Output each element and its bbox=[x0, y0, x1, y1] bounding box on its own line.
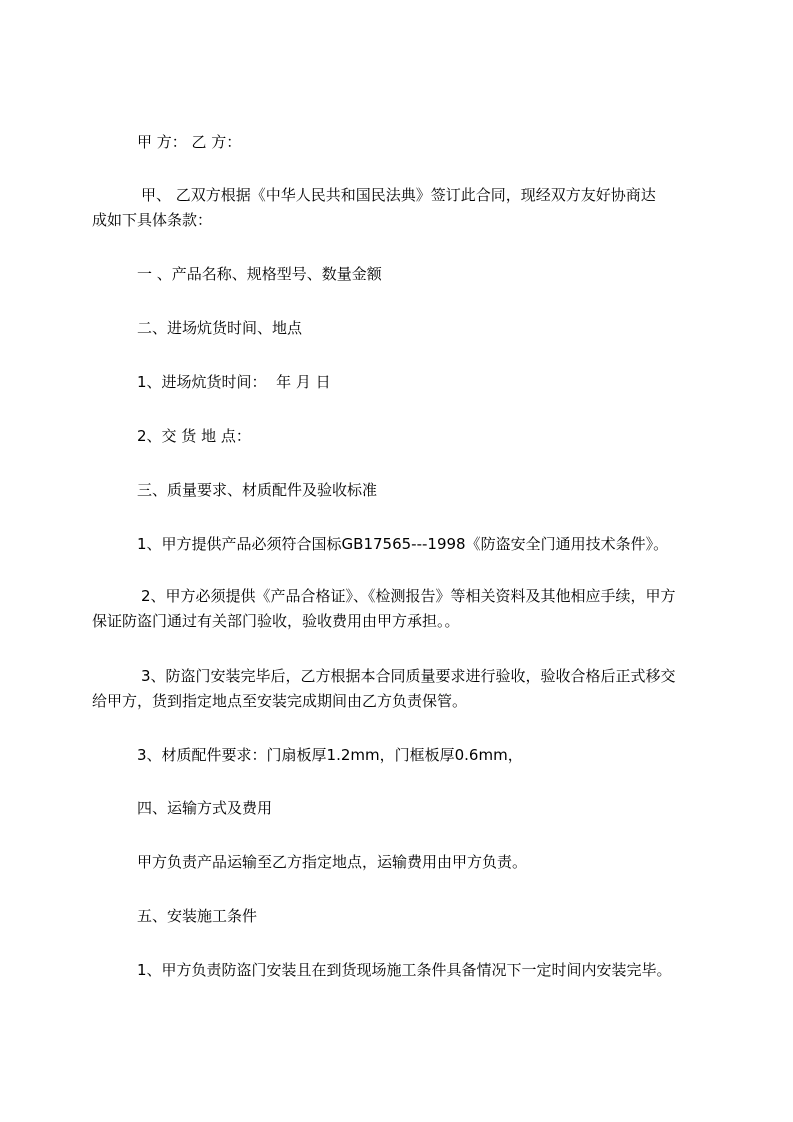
section-3-item-1: 1、甲方提供产品必须符合国标GB17565---1998《防盗安全门通用技术条件》。 bbox=[137, 535, 669, 553]
section-3-item-2-line-1: 2、甲方必须提供《产品合格证》、《检测报告》等相关资料及其他相应手续，甲方 bbox=[141, 587, 676, 605]
section-3-item-3-line-1: 3、防盗门安装完毕后，乙方根据本合同质量要求进行验收，验收合格后正式移交 bbox=[141, 667, 676, 685]
intro-paragraph-line-2: 成如下具体条款： bbox=[92, 211, 213, 229]
section-2-item-2: 2、交 货 地 点： bbox=[137, 427, 251, 445]
section-3-item-2-line-2: 保证防盗门通过有关部门验收，验收费用由甲方承担。。 bbox=[92, 612, 460, 630]
section-5-item-1: 1、甲方负责防盗门安装且在到货现场施工条件具备情况下一定时间内安装完毕。 bbox=[137, 961, 672, 979]
section-1-heading: 一 、产品名称、规格型号、数量金额 bbox=[137, 265, 382, 283]
section-3-heading: 三、质量要求、材质配件及验收标准 bbox=[137, 481, 378, 499]
section-2-item-1: 1、进场炕货时间： 年 月 日 bbox=[137, 373, 331, 391]
section-2-heading: 二、进场炕货时间、地点 bbox=[137, 319, 303, 337]
section-4-heading: 四、运输方式及费用 bbox=[137, 799, 273, 817]
section-5-heading: 五、安装施工条件 bbox=[137, 907, 258, 925]
parties-line: 甲 方： 乙 方： bbox=[137, 133, 242, 151]
intro-paragraph-line-1: 甲、 乙双方根据《中华人民共和国民法典》签订此合同，现经双方友好协商达 bbox=[141, 186, 656, 204]
section-3-item-4: 3、材质配件要求：门扇板厚1.2mm，门框板厚0.6mm， bbox=[137, 746, 523, 764]
section-3-item-3-line-2: 给甲方，货到指定地点至安装完成期间由乙方负责保管。 bbox=[92, 692, 468, 710]
section-4-text: 甲方负责产品运输至乙方指定地点，运输费用由甲方负责。 bbox=[137, 853, 528, 871]
